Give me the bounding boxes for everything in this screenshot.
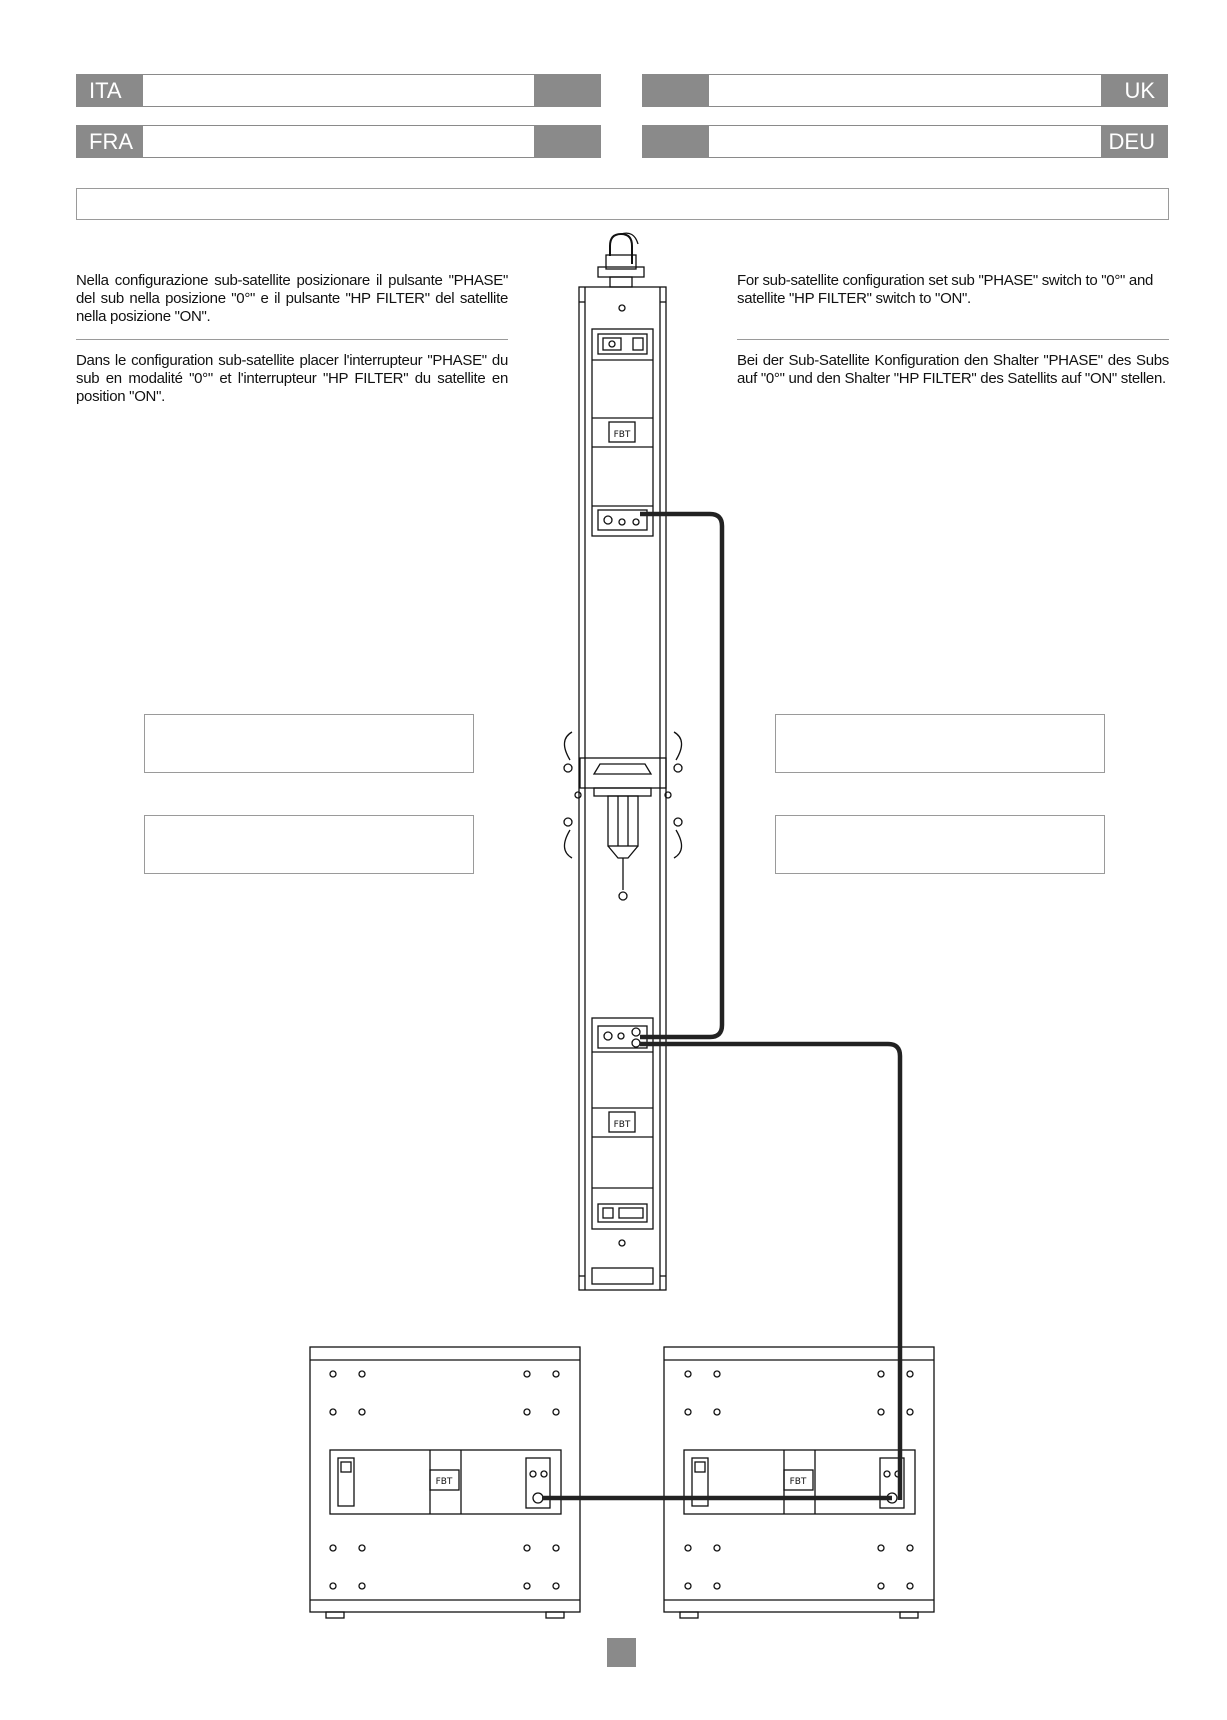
input-panel-icon — [598, 510, 647, 530]
mounting-bracket-icon — [564, 732, 682, 900]
cable-satellite-link — [640, 514, 722, 1037]
svg-text:FBT: FBT — [789, 1477, 807, 1487]
lower-connector-panel-icon — [598, 1026, 647, 1048]
svg-text:FBT: FBT — [435, 1477, 453, 1487]
paragraph-ita: Nella configurazione sub-satellite posizionare il pulsante "PHASE" del sub nella posizione "0°" e il pulsante "HP FILTER" del satellite nella posizione "ON". — [76, 272, 508, 325]
svg-text:FBT: FBT — [613, 430, 631, 440]
language-tag-ita: ITA — [77, 75, 143, 106]
fbt-badge-icon — [609, 422, 635, 442]
signal-cables — [542, 514, 900, 1500]
language-tag-deu: DEU — [1101, 126, 1167, 157]
line-array-lower — [579, 1018, 666, 1284]
subwoofer-right — [664, 1347, 934, 1618]
connector-panel-icon — [598, 334, 647, 354]
cable-to-subwoofer — [640, 1044, 900, 1500]
paragraph-uk: For sub-satellite configuration set sub "PHASE" switch to "0°" and satellite "HP FILTER" switch to "ON". — [737, 272, 1154, 307]
svg-text:FBT: FBT — [613, 1120, 631, 1130]
page-number-block — [607, 1638, 636, 1667]
language-tag-fra: FRA — [77, 126, 143, 157]
paragraph-deu: Bei der Sub-Satellite Konfiguration den Shalter "PHASE" des Subs auf "0°" und den Shalter "HP FILTER" des Satellits auf "ON" stellen. — [737, 352, 1169, 387]
top-hook-icon — [598, 233, 644, 287]
paragraph-fra: Dans le configuration sub-satellite placer l'interrupteur "PHASE" du sub en modalité "0°" et l'interrupteur "HP FILTER" du satellite en position "ON". — [76, 352, 508, 405]
fbt-badge-icon — [609, 1112, 635, 1132]
language-tag-uk: UK — [1101, 75, 1167, 106]
subwoofer-left — [310, 1347, 580, 1618]
bottom-connector-panel-icon — [598, 1204, 647, 1222]
